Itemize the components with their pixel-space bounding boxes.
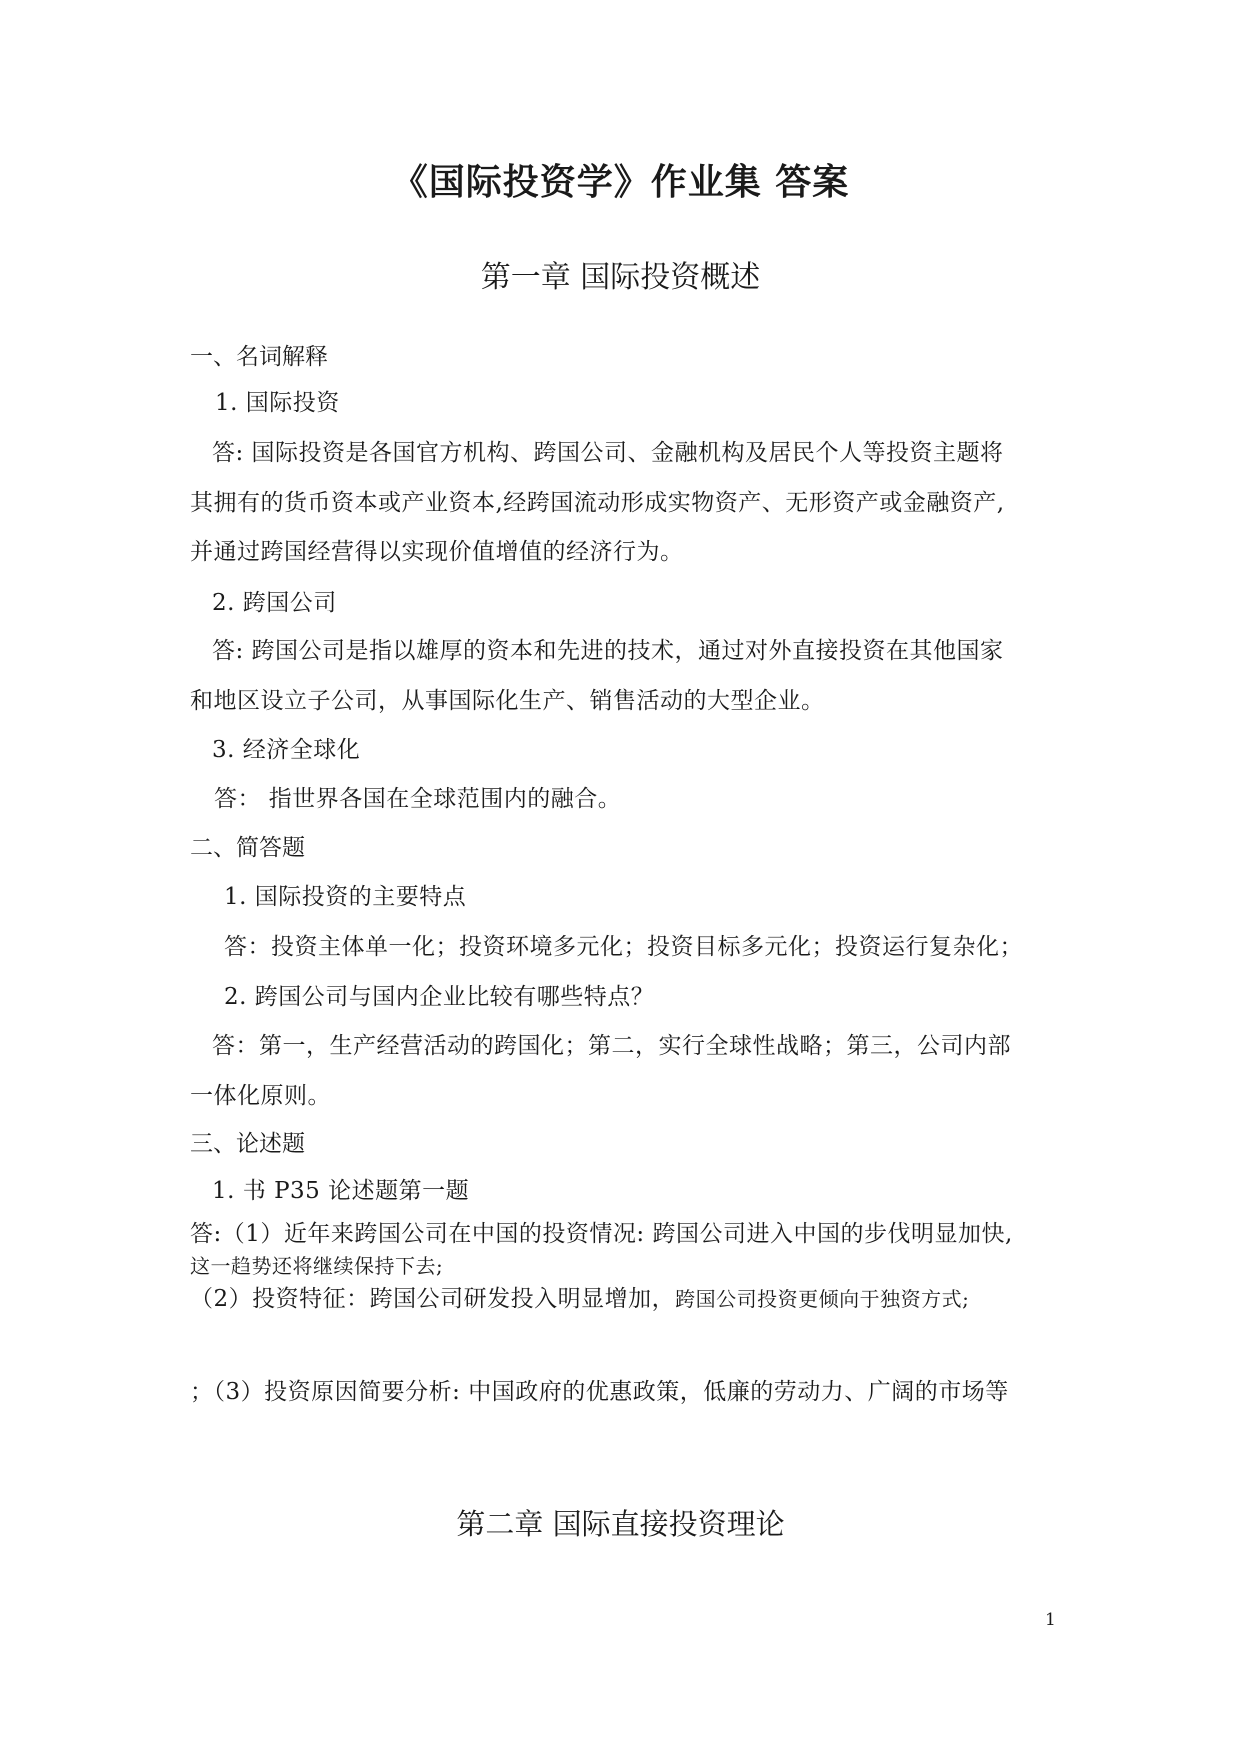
essay-question-1: 1. 书 P35 论述题第一题 <box>212 1178 470 1204</box>
answer-line: 和地区设立子公司，从事国际化生产、销售活动的大型企业。 <box>190 688 825 714</box>
document-title: 《国际投资学》作业集 答案 <box>391 162 850 203</box>
question-1: 1. 国际投资的主要特点 <box>224 884 467 910</box>
answer-line: 答：投资主体单一化；投资环境多元化；投资目标多元化；投资运行复杂化； <box>224 934 1023 960</box>
section-heading-essay: 三、论述题 <box>190 1131 305 1157</box>
section-heading-terms: 一、名词解释 <box>190 344 328 370</box>
answer-line: ；（3）投资原因简要分析: 中国政府的优惠政策，低廉的劳动力、广阔的市场等 <box>190 1379 1009 1405</box>
answer-line: 这一趋势还将继续保持下去; <box>190 1254 444 1278</box>
answer-line <box>190 1280 969 1313</box>
answer-text-small: 跨国公司投资更倾向于独资方式; <box>675 1287 970 1311</box>
term-1-title: 1. 国际投资 <box>215 390 340 416</box>
page-number: 1 <box>1045 1610 1056 1630</box>
answer-line: 答: 国际投资是各国官方机构、跨国公司、金融机构及居民个人等投资主题将 <box>212 440 1004 466</box>
term-3-title: 3. 经济全球化 <box>212 737 361 763</box>
chapter-2-title: 第二章 国际直接投资理论 <box>456 1507 785 1541</box>
question-2: 2. 跨国公司与国内企业比较有哪些特点？ <box>224 984 655 1010</box>
answer-line: 答:（1）近年来跨国公司在中国的投资情况: 跨国公司进入中国的步伐明显加快, <box>190 1221 1013 1247</box>
answer-line: 并通过跨国经营得以实现价值增值的经济行为。 <box>190 539 684 565</box>
answer-line: 答: 跨国公司是指以雄厚的资本和先进的技术，通过对外直接投资在其他国家 <box>212 638 1004 664</box>
section-heading-short-answer: 二、简答题 <box>190 835 305 861</box>
answer-line: 答： 指世界各国在全球范围内的融合。 <box>214 786 622 812</box>
answer-line: 答：第一，生产经营活动的跨国化；第二，实行全球性战略；第三，公司内部 <box>212 1033 1011 1059</box>
chapter-1-title: 第一章 国际投资概述 <box>480 260 761 295</box>
answer-line: 一体化原则。 <box>190 1083 331 1109</box>
answer-line: 其拥有的货币资本或产业资本,经跨国流动形成实物资产、无形资产或金融资产, <box>190 490 1005 516</box>
term-2-title: 2. 跨国公司 <box>212 590 337 616</box>
answer-text: （2）投资特征：跨国公司研发投入明显增加， <box>190 1286 676 1312</box>
